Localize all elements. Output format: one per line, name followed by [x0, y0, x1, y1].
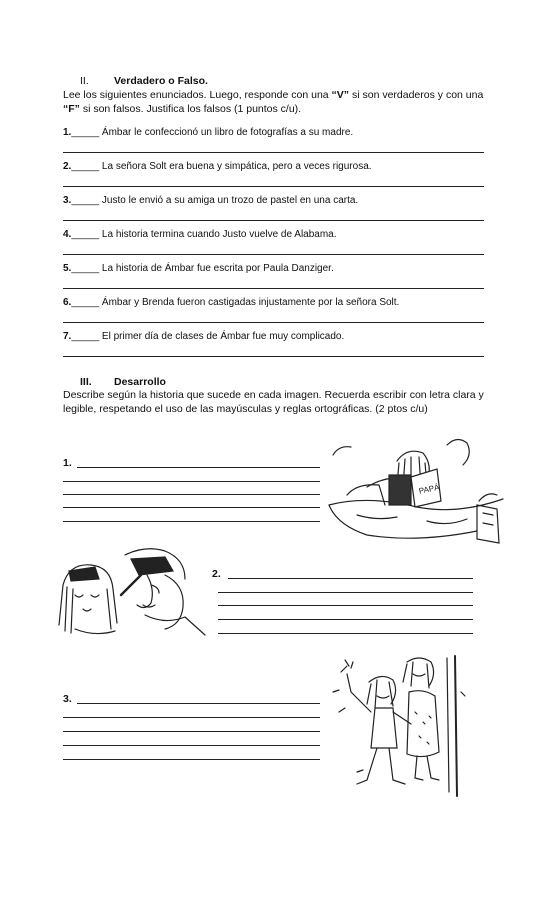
section-3-heading [80, 376, 166, 390]
tf-item-7 [63, 330, 344, 343]
item-number: 7. [63, 331, 72, 342]
writing-line[interactable] [63, 759, 320, 760]
justification-line[interactable] [63, 152, 484, 153]
section-3-number: III. [80, 376, 92, 388]
writing-line[interactable] [63, 494, 320, 495]
justification-line[interactable] [63, 220, 484, 221]
item-text: Justo le envió a su amiga un trozo de pastel en una carta. [99, 195, 359, 206]
answer-blank[interactable]: _____ [71, 161, 100, 172]
tf-item-6 [63, 296, 399, 309]
writing-line[interactable] [63, 731, 320, 732]
writing-line[interactable] [77, 703, 320, 704]
two-girls-talking-drawing [55, 545, 210, 645]
instr-text: si son verdaderos y con una [349, 89, 484, 101]
item-text: Ámbar le confeccionó un libro de fotografías a su madre. [99, 127, 354, 138]
tf-item-3 [63, 194, 358, 207]
section-2-number: II. [80, 75, 89, 87]
justification-line[interactable] [63, 356, 484, 357]
writing-line[interactable] [63, 507, 320, 508]
writing-line[interactable] [63, 717, 320, 718]
instr-text: si son falsos. Justifica los falsos (1 puntos c/u). [79, 102, 302, 115]
tf-item-2 [63, 160, 372, 173]
girl-and-mother-in-doorway-drawing [327, 652, 472, 797]
answer-blank[interactable]: _____ [71, 331, 100, 342]
instr-text: Lee los siguientes enunciados. Luego, responde con una [63, 89, 332, 101]
item-number: 4. [63, 229, 72, 240]
instr-v: “V” [331, 89, 350, 101]
writing-line[interactable] [63, 521, 320, 522]
answer-blank[interactable]: _____ [71, 263, 100, 274]
tf-item-1 [63, 126, 353, 139]
writing-line[interactable] [218, 605, 473, 606]
item-number: 2. [63, 161, 72, 172]
answer-blank[interactable]: _____ [71, 229, 100, 240]
writing-line[interactable] [218, 633, 473, 634]
justification-line[interactable] [63, 288, 484, 289]
answer-blank[interactable]: _____ [71, 297, 100, 308]
item-text: La señora Solt era buena y simpática, pero a veces rigurosa. [99, 161, 372, 172]
tf-item-4 [63, 228, 337, 241]
answer-blank[interactable]: _____ [71, 195, 100, 206]
tf-item-5 [63, 262, 334, 275]
item-number: 5. [63, 263, 72, 274]
justification-line[interactable] [63, 186, 484, 187]
item-text: La historia termina cuando Justo vuelve de Alabama. [99, 229, 337, 240]
writing-line[interactable] [228, 578, 473, 579]
item-text: El primer día de clases de Ámbar fue muy complicado. [99, 331, 345, 342]
writing-line[interactable] [63, 481, 320, 482]
item-text: La historia de Ámbar fue escrita por Paula Danziger. [99, 263, 334, 274]
answer-blank[interactable]: _____ [71, 127, 100, 138]
girl-reading-in-bed-drawing [327, 435, 505, 547]
writing-line[interactable] [218, 592, 473, 593]
book-label: PAPÁ [418, 482, 441, 496]
justification-line[interactable] [63, 254, 484, 255]
section-3-title: Desarrollo [114, 376, 166, 388]
section-3-instructions: Describe según la historia que sucede en cada imagen. Recuerda escribir con letra clara y legible, respetando el uso de las mayúsculas y reglas ortográficas. (2 ptos c/u) [63, 389, 484, 415]
item-text: Ámbar y Brenda fueron castigadas injustamente por la señora Solt. [99, 297, 400, 308]
section-2-title: Verdadero o Falso. [114, 75, 208, 87]
prompt-1-number: 1. [63, 457, 72, 469]
prompt-2-number: 2. [212, 568, 221, 580]
item-number: 6. [63, 297, 72, 308]
item-number: 3. [63, 195, 72, 206]
writing-line[interactable] [77, 467, 320, 468]
section-2-heading [80, 75, 208, 89]
instr-f: “F” [63, 102, 80, 115]
writing-line[interactable] [63, 745, 320, 746]
item-number: 1. [63, 127, 72, 138]
writing-line[interactable] [218, 619, 473, 620]
prompt-3-number: 3. [63, 693, 72, 705]
justification-line[interactable] [63, 322, 484, 323]
section-2-instructions [63, 89, 493, 116]
